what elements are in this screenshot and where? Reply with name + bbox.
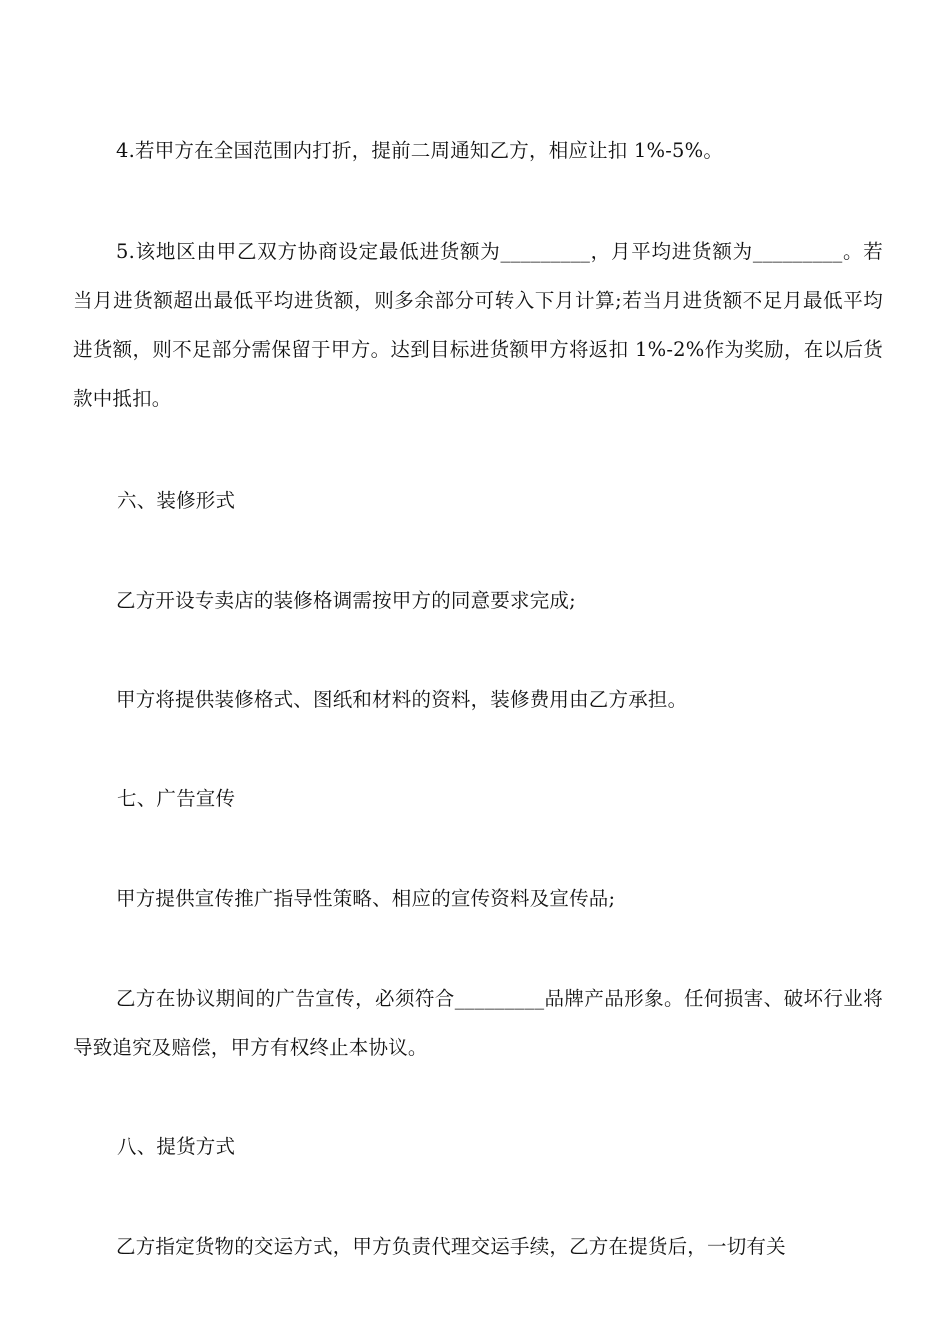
section-heading-advertising: 七、广告宣传 xyxy=(117,787,236,810)
paragraph-decoration-style: 乙方开设专卖店的装修格调需按甲方的同意要求完成; xyxy=(116,589,576,612)
paragraph-decoration-cost: 甲方将提供装修格式、图纸和材料的资料，装修费用由乙方承担。 xyxy=(116,688,688,711)
paragraph-clause-5: 5.该地区由甲乙双方协商设定最低进货额为_________，月平均进货额为_________。若当月进货额超出最低平均进货额，则多余部分可转入下月计算;若当月进货额不足月最低平均进货额，则不足部分需保留于甲方。达到目标进货额甲方将返扣 1%-2%作为奖励，在以后货款中抵扣。 xyxy=(73,240,883,410)
paragraph-delivery-method: 乙方指定货物的交运方式，甲方负责代理交运手续，乙方在提货后，一切有关 xyxy=(116,1235,786,1258)
paragraph-advertising-compliance: 乙方在协议期间的广告宣传，必须符合_________品牌产品形象。任何损害、破坏行业将导致追究及赔偿，甲方有权终止本协议。 xyxy=(73,987,883,1059)
section-heading-decoration: 六、装修形式 xyxy=(117,489,236,512)
paragraph-advertising-materials: 甲方提供宣传推广指导性策略、相应的宣传资料及宣传品; xyxy=(116,887,616,910)
paragraph-clause-4: 4.若甲方在全国范围内打折，提前二周通知乙方，相应让扣 1%-5%。 xyxy=(116,139,724,162)
section-heading-delivery: 八、提货方式 xyxy=(117,1135,236,1158)
